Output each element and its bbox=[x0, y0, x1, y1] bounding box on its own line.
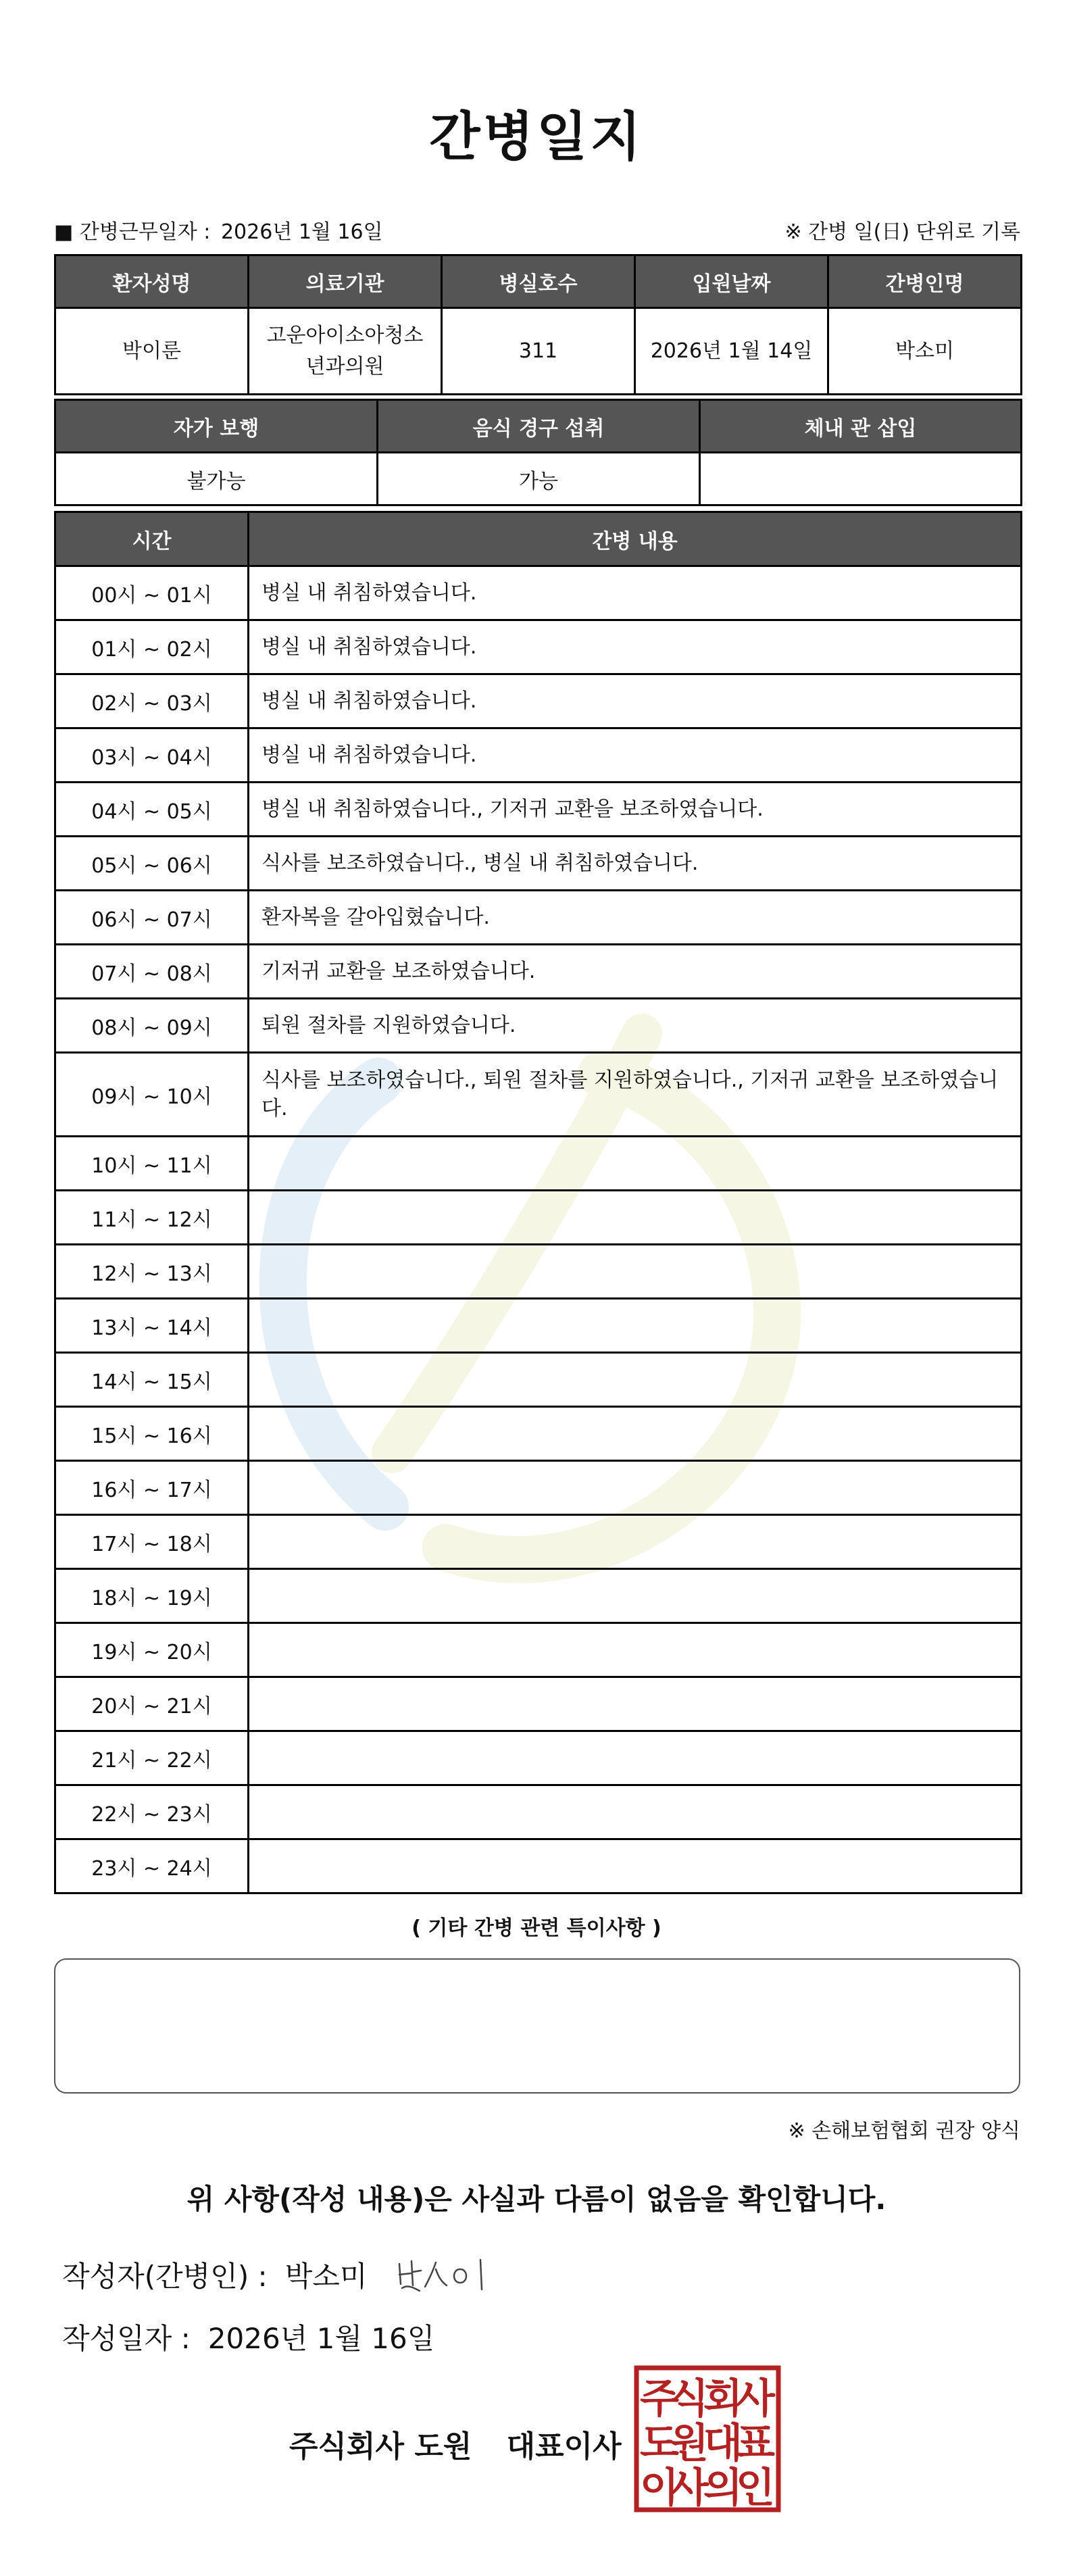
table-row bbox=[55, 945, 1022, 999]
date-value: 2026년 1월 16일 bbox=[207, 2322, 435, 2355]
special-notes-title: ( 기타 간병 관련 특이사항 ) bbox=[411, 1916, 662, 1940]
content-cell bbox=[249, 1569, 1022, 1623]
table-row bbox=[55, 1191, 1022, 1245]
recommend-note: ※ 손해보험협회 권장 양식 bbox=[788, 2119, 1020, 2143]
time-cell: 22시 ~ 23시 bbox=[55, 1785, 249, 1839]
content-cell bbox=[249, 1515, 1022, 1569]
time-cell: 18시 ~ 19시 bbox=[55, 1569, 249, 1623]
content-cell: 기저귀 교환을 보조하였습니다. bbox=[249, 945, 1022, 999]
writer-name: 박소미 bbox=[284, 2260, 368, 2293]
hospital-line-1: 고운아이소아청소 bbox=[266, 323, 424, 347]
svg-text:표: 표 bbox=[736, 2420, 775, 2467]
care-log-table bbox=[54, 511, 1022, 1894]
table-row bbox=[55, 999, 1022, 1053]
content-cell bbox=[249, 1137, 1022, 1191]
table-row bbox=[55, 1515, 1022, 1569]
header-tube: 체내 관 삽입 bbox=[700, 400, 1022, 453]
content-cell: 병실 내 취침하였습니다., 기저귀 교환을 보조하였습니다. bbox=[249, 783, 1022, 837]
time-cell: 06시 ~ 07시 bbox=[55, 891, 249, 945]
svg-text:대: 대 bbox=[703, 2420, 743, 2467]
header-hospital: 의료기관 bbox=[249, 255, 442, 308]
header-care-content: 간병 내용 bbox=[249, 512, 1022, 566]
content-cell: 환자복을 갈아입혔습니다. bbox=[249, 891, 1022, 945]
content-cell: 병실 내 취침하였습니다. bbox=[249, 674, 1022, 728]
table-row bbox=[55, 728, 1022, 783]
header-walking: 자가 보행 bbox=[55, 400, 378, 453]
svg-text:인: 인 bbox=[736, 2464, 775, 2512]
table-row bbox=[55, 1839, 1022, 1893]
table-row bbox=[55, 620, 1022, 674]
time-cell: 10시 ~ 11시 bbox=[55, 1137, 249, 1191]
table-row bbox=[55, 1299, 1022, 1353]
oral-intake-value: 가능 bbox=[378, 453, 700, 505]
company-row bbox=[289, 2422, 622, 2465]
work-date-value: 2026년 1월 16일 bbox=[220, 220, 383, 244]
time-cell: 04시 ~ 05시 bbox=[55, 783, 249, 837]
content-cell bbox=[249, 1407, 1022, 1461]
patient-info-table bbox=[54, 254, 1022, 395]
table-row bbox=[55, 783, 1022, 837]
table-row bbox=[55, 1623, 1022, 1677]
header-oral-intake: 음식 경구 섭취 bbox=[378, 400, 700, 453]
time-cell: 08시 ~ 09시 bbox=[55, 999, 249, 1053]
handwritten-signature bbox=[394, 2254, 495, 2295]
content-cell bbox=[249, 1623, 1022, 1677]
svg-text:도: 도 bbox=[640, 2420, 679, 2467]
tube-value bbox=[700, 453, 1022, 505]
content-cell bbox=[249, 1731, 1022, 1785]
content-cell: 병실 내 취침하였습니다. bbox=[249, 620, 1022, 674]
work-date bbox=[54, 215, 387, 245]
page-title: 간병일지 bbox=[429, 107, 644, 168]
content-cell: 식사를 보조하였습니다., 퇴원 절차를 지원하였습니다., 기저귀 교환을 보조하였습니다. bbox=[249, 1053, 1022, 1137]
svg-text:주: 주 bbox=[640, 2375, 679, 2423]
walking-value: 불가능 bbox=[55, 453, 378, 505]
date-label: 작성일자 : bbox=[62, 2322, 191, 2355]
content-cell: 퇴원 절차를 지원하였습니다. bbox=[249, 999, 1022, 1053]
time-cell: 16시 ~ 17시 bbox=[55, 1461, 249, 1515]
special-notes-box bbox=[54, 1958, 1020, 2094]
table-row bbox=[55, 1245, 1022, 1299]
header-patient-name: 환자성명 bbox=[55, 255, 249, 308]
time-cell: 14시 ~ 15시 bbox=[55, 1353, 249, 1407]
time-cell: 19시 ~ 20시 bbox=[55, 1623, 249, 1677]
content-cell bbox=[249, 1191, 1022, 1245]
writer-row bbox=[62, 2254, 495, 2295]
header-time: 시간 bbox=[55, 512, 249, 566]
table-row bbox=[55, 1353, 1022, 1407]
meta-row bbox=[54, 215, 1020, 245]
hospital bbox=[249, 308, 442, 395]
header-room: 병실호수 bbox=[442, 255, 635, 308]
admission-date: 2026년 1월 14일 bbox=[635, 308, 828, 395]
ceo-label: 대표이사 bbox=[506, 2429, 622, 2464]
time-cell: 21시 ~ 22시 bbox=[55, 1731, 249, 1785]
time-cell: 03시 ~ 04시 bbox=[55, 728, 249, 783]
time-cell: 12시 ~ 13시 bbox=[55, 1245, 249, 1299]
time-cell: 07시 ~ 08시 bbox=[55, 945, 249, 999]
time-cell: 17시 ~ 18시 bbox=[55, 1515, 249, 1569]
table-row bbox=[55, 1731, 1022, 1785]
time-cell: 01시 ~ 02시 bbox=[55, 620, 249, 674]
patient-status-table bbox=[54, 399, 1022, 506]
content-cell: 병실 내 취침하였습니다. bbox=[249, 728, 1022, 783]
svg-text:사: 사 bbox=[736, 2375, 775, 2423]
svg-text:이: 이 bbox=[640, 2464, 679, 2512]
content-cell bbox=[249, 1299, 1022, 1353]
confirm-statement: 위 사항(작성 내용)은 사실과 다름이 없음을 확인합니다. bbox=[186, 2183, 887, 2216]
time-cell: 05시 ~ 06시 bbox=[55, 837, 249, 891]
content-cell bbox=[249, 1677, 1022, 1731]
table-row bbox=[55, 1569, 1022, 1623]
hospital-line-2: 년과의원 bbox=[305, 354, 384, 378]
writer-label: 작성자(간병인) : bbox=[62, 2260, 268, 2293]
table-row bbox=[55, 837, 1022, 891]
svg-text:의: 의 bbox=[703, 2464, 743, 2512]
room-number: 311 bbox=[442, 308, 635, 395]
time-cell: 11시 ~ 12시 bbox=[55, 1191, 249, 1245]
content-cell bbox=[249, 1785, 1022, 1839]
time-cell: 15시 ~ 16시 bbox=[55, 1407, 249, 1461]
time-cell: 02시 ~ 03시 bbox=[55, 674, 249, 728]
table-row bbox=[55, 1677, 1022, 1731]
svg-text:식: 식 bbox=[670, 2375, 709, 2423]
table-row bbox=[55, 1407, 1022, 1461]
table-row bbox=[55, 566, 1022, 620]
content-cell: 식사를 보조하였습니다., 병실 내 취침하였습니다. bbox=[249, 837, 1022, 891]
record-note: ※ 간병 일(日) 단위로 기록 bbox=[784, 220, 1020, 244]
content-cell bbox=[249, 1245, 1022, 1299]
date-row bbox=[62, 2317, 434, 2357]
table-row bbox=[55, 891, 1022, 945]
table-row bbox=[55, 1785, 1022, 1839]
time-cell: 13시 ~ 14시 bbox=[55, 1299, 249, 1353]
time-cell: 09시 ~ 10시 bbox=[55, 1053, 249, 1137]
content-cell bbox=[249, 1839, 1022, 1893]
time-cell: 23시 ~ 24시 bbox=[55, 1839, 249, 1893]
content-cell bbox=[249, 1353, 1022, 1407]
header-caregiver: 간병인명 bbox=[828, 255, 1022, 308]
company-seal-stamp bbox=[632, 2364, 782, 2514]
content-cell bbox=[249, 1461, 1022, 1515]
patient-name: 박이룬 bbox=[55, 308, 249, 395]
table-row bbox=[55, 674, 1022, 728]
time-cell: 00시 ~ 01시 bbox=[55, 566, 249, 620]
work-date-label: ■ 간병근무일자 : bbox=[54, 220, 211, 244]
table-row bbox=[55, 1461, 1022, 1515]
svg-text:사: 사 bbox=[670, 2464, 709, 2512]
header-admission-date: 입원날짜 bbox=[635, 255, 828, 308]
svg-text:회: 회 bbox=[703, 2375, 743, 2423]
caregiver-name: 박소미 bbox=[828, 308, 1022, 395]
svg-text:원: 원 bbox=[670, 2420, 709, 2467]
content-cell: 병실 내 취침하였습니다. bbox=[249, 566, 1022, 620]
company-name: 주식회사 도원 bbox=[289, 2429, 472, 2464]
time-cell: 20시 ~ 21시 bbox=[55, 1677, 249, 1731]
table-row bbox=[55, 1137, 1022, 1191]
table-row bbox=[55, 1053, 1022, 1137]
